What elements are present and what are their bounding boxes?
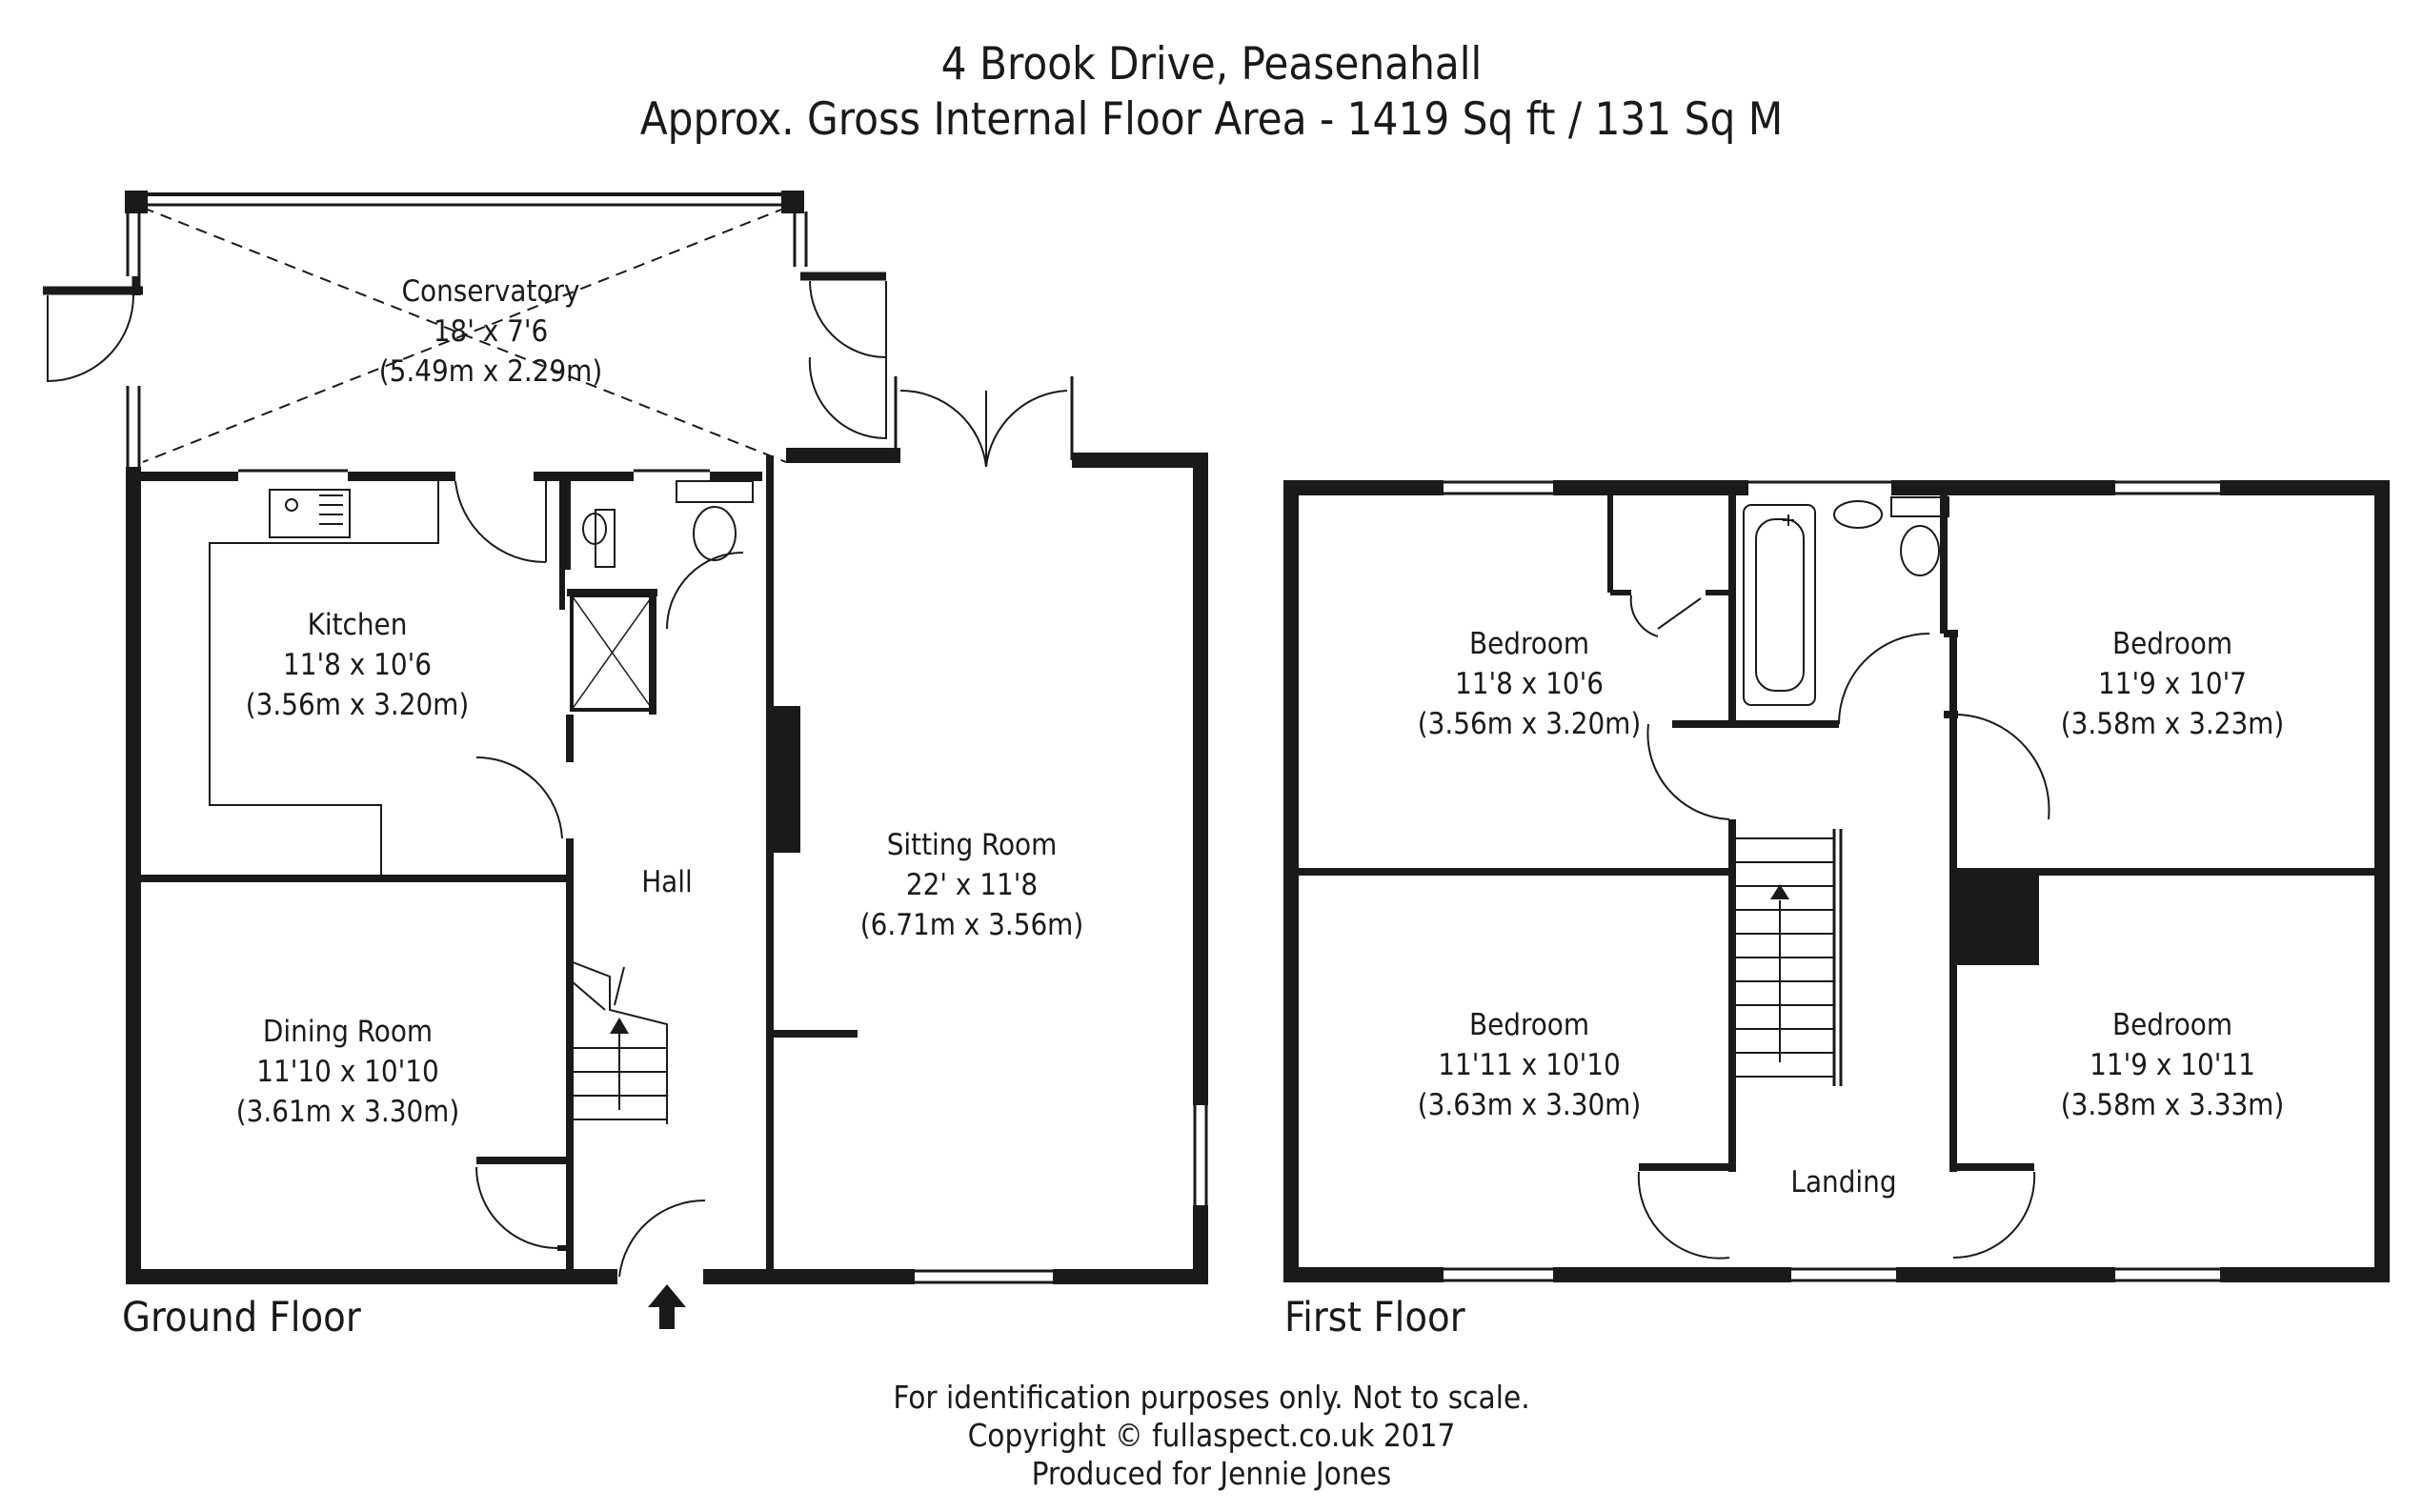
produced-for-text: Produced for Jennie Jones [1031, 1455, 1392, 1492]
room-name: Kitchen [307, 608, 408, 642]
room-name: Bedroom [2111, 1008, 2233, 1042]
floor-label-first: First Floor [1284, 1294, 1465, 1341]
room-label-bedroom-2 [2020, 624, 2325, 744]
room-label-bedroom-1 [1377, 624, 1682, 744]
floor-label-ground: Ground Floor [122, 1294, 361, 1341]
room-name: Sitting Room [886, 828, 1058, 862]
room-name: Conservatory [401, 274, 580, 309]
copyright-text: Copyright © fullaspect.co.uk 2017 [967, 1417, 1456, 1454]
room-dimensions-imperial: 11'9 x 10'7 [2098, 667, 2247, 701]
room-name: Dining Room [262, 1015, 434, 1049]
room-dimensions-metric: (6.71m x 3.56m) [859, 908, 1084, 942]
room-label-hall [610, 862, 724, 902]
entrance-arrow-icon [648, 1284, 686, 1329]
room-name: Bedroom [1468, 627, 1590, 661]
room-dimensions-metric: (3.58m x 3.33m) [2060, 1088, 2285, 1122]
room-dimensions-metric: (3.58m x 3.23m) [2060, 707, 2285, 741]
room-dimensions-imperial: 11'11 x 10'10 [1438, 1048, 1621, 1082]
room-name: Bedroom [1468, 1008, 1590, 1042]
floor-area-summary: Approx. Gross Internal Floor Area - 1419 Sq ft / 131 Sq M [639, 93, 1784, 146]
room-dimensions-metric: (3.61m x 3.30m) [235, 1095, 460, 1129]
room-dimensions-imperial: 22' x 11'8 [905, 868, 1039, 902]
property-address: 4 Brook Drive, Peasenahall [940, 38, 1483, 91]
room-label-dining-room [195, 1012, 500, 1132]
first-floor-plan [1283, 481, 2390, 1281]
first-floor-stairs [1736, 829, 1841, 1086]
room-dimensions-imperial: 11'8 x 10'6 [1455, 667, 1604, 701]
room-dimensions-imperial: 11'10 x 10'10 [256, 1055, 439, 1089]
room-name: Landing [1790, 1165, 1897, 1200]
room-dimensions-imperial: 11'8 x 10'6 [283, 648, 432, 682]
room-label-sitting-room [819, 825, 1124, 945]
disclaimer-text: For identification purposes only. Not to scale. [893, 1379, 1530, 1416]
room-dimensions-imperial: 11'9 x 10'11 [2090, 1048, 2255, 1082]
room-label-bedroom-4 [2020, 1005, 2325, 1125]
room-label-conservatory [338, 272, 643, 392]
room-label-bedroom-3 [1377, 1005, 1682, 1125]
room-dimensions-imperial: 18' x 7'6 [433, 314, 549, 349]
ground-floor-stairs [568, 960, 667, 1124]
room-dimensions-metric: (3.56m x 3.20m) [245, 688, 470, 722]
room-name: Bedroom [2111, 627, 2233, 661]
room-dimensions-metric: (3.56m x 3.20m) [1417, 707, 1642, 741]
room-dimensions-metric: (3.63m x 3.30m) [1417, 1088, 1642, 1122]
room-label-kitchen [205, 605, 510, 725]
room-name: Hall [641, 865, 693, 899]
room-label-landing [1772, 1162, 1915, 1202]
room-dimensions-metric: (5.49m x 2.29m) [378, 354, 603, 389]
